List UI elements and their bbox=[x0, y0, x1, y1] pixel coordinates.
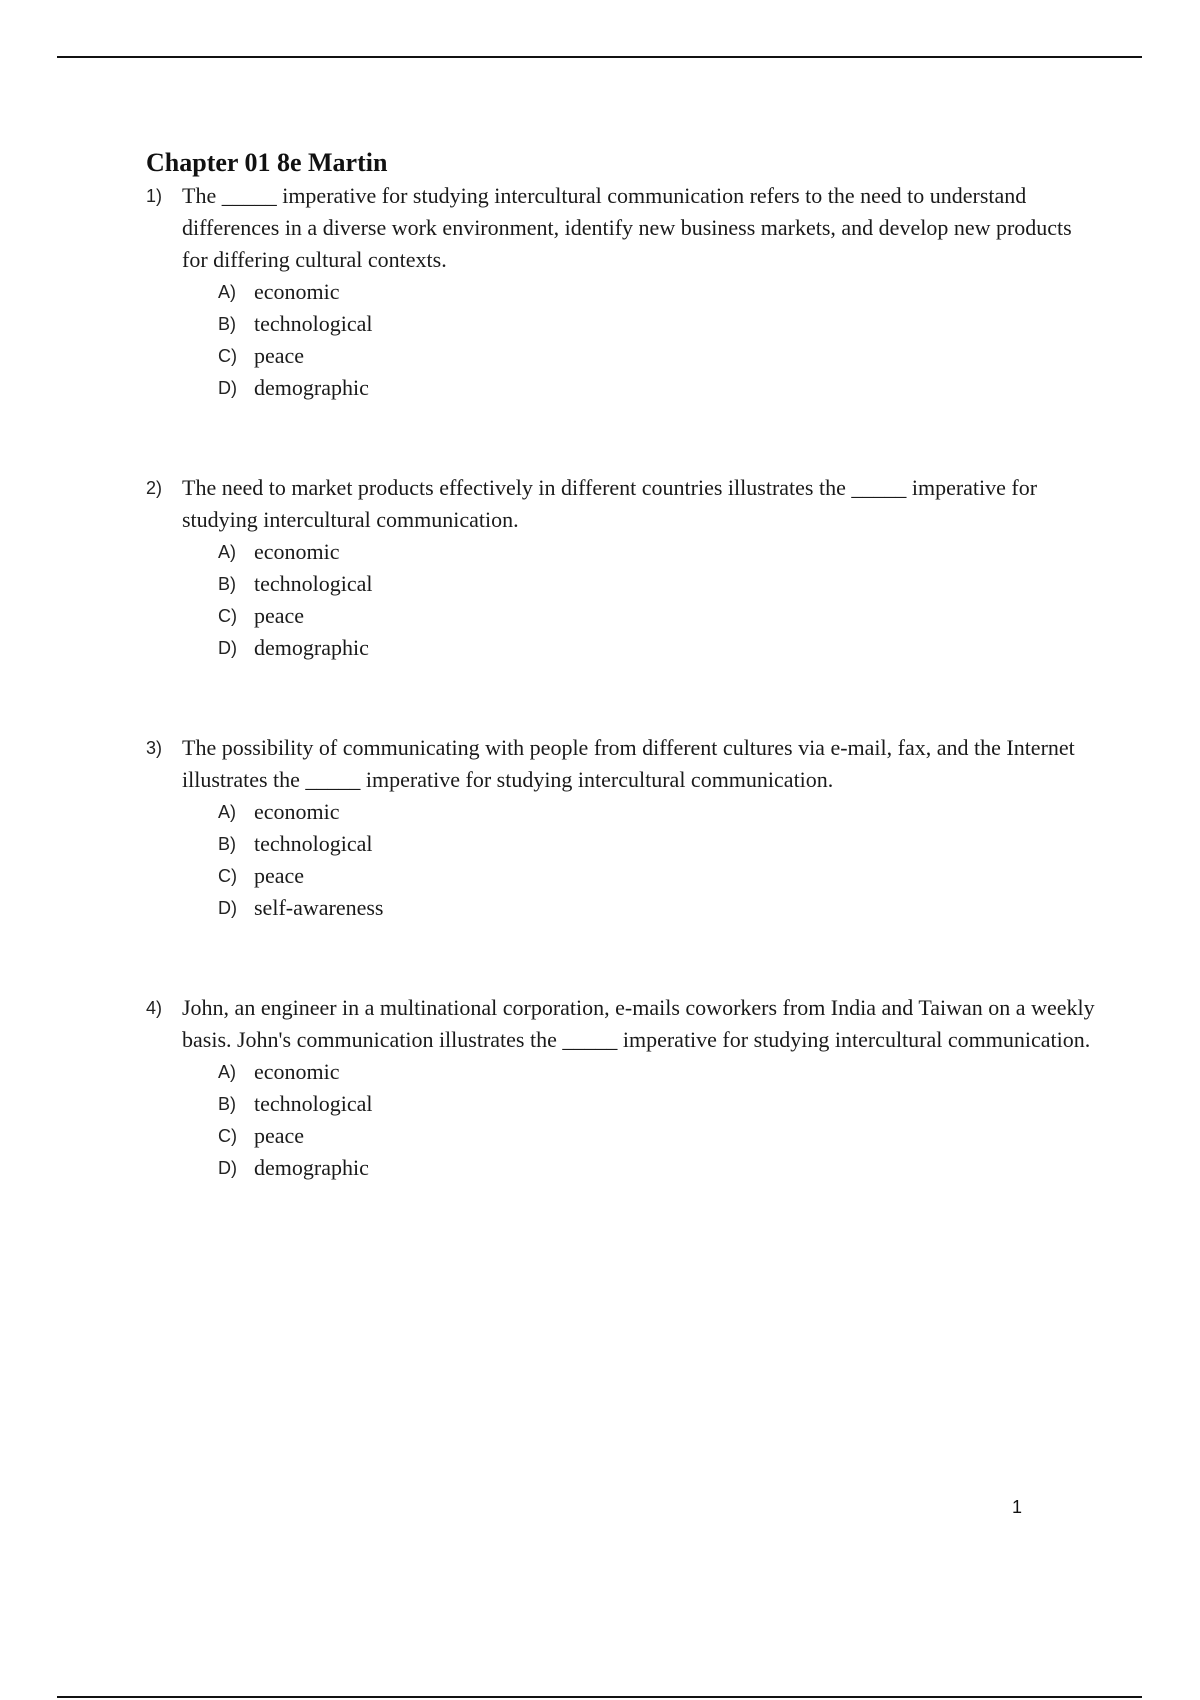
answer-option-a bbox=[218, 796, 1096, 828]
option-text: economic bbox=[254, 1059, 340, 1084]
option-letter: A) bbox=[218, 542, 236, 562]
question-number: 3) bbox=[146, 738, 163, 758]
answer-option-b bbox=[218, 1088, 1096, 1120]
option-letter: B) bbox=[218, 834, 236, 854]
answer-option-a bbox=[218, 536, 1096, 568]
question-stem bbox=[146, 472, 1096, 536]
question-text: The possibility of communicating with people from different cultures via e-mail, fax, and the Internet illustrates the _____ imperative for studying intercultural communication. bbox=[182, 735, 1075, 792]
option-text: technological bbox=[254, 831, 373, 856]
answer-option-c bbox=[218, 600, 1096, 632]
page-content bbox=[146, 146, 1096, 1184]
option-letter: D) bbox=[218, 898, 237, 918]
answer-options bbox=[146, 536, 1096, 664]
page-title: Chapter 01 8e Martin bbox=[146, 148, 388, 177]
answer-option-d bbox=[218, 372, 1096, 404]
option-letter: C) bbox=[218, 1126, 237, 1146]
option-text: peace bbox=[254, 1123, 305, 1148]
question-text: The _____ imperative for studying intercultural communication refers to the need to understand differences in a diverse work environment, identify new business markets, and develop new products for differing cultural contexts. bbox=[182, 183, 1072, 272]
question-number: 2) bbox=[146, 478, 163, 498]
option-text: self-awareness bbox=[254, 895, 384, 920]
option-letter: B) bbox=[218, 574, 236, 594]
answer-options bbox=[146, 796, 1096, 924]
option-text: demographic bbox=[254, 635, 369, 660]
option-text: economic bbox=[254, 539, 340, 564]
option-letter: C) bbox=[218, 606, 237, 626]
question-4 bbox=[146, 992, 1096, 1184]
answer-option-a bbox=[218, 276, 1096, 308]
option-text: economic bbox=[254, 799, 340, 824]
answer-option-c bbox=[218, 340, 1096, 372]
option-text: technological bbox=[254, 311, 373, 336]
question-stem bbox=[146, 992, 1096, 1056]
option-letter: B) bbox=[218, 314, 236, 334]
top-rule bbox=[57, 56, 1142, 58]
answer-option-c bbox=[218, 1120, 1096, 1152]
question-text: The need to market products effectively in different countries illustrates the _____ imperative for studying intercultural communication. bbox=[182, 475, 1038, 532]
option-text: technological bbox=[254, 571, 373, 596]
question-number: 1) bbox=[146, 186, 163, 206]
option-text: demographic bbox=[254, 375, 369, 400]
answer-option-d bbox=[218, 892, 1096, 924]
question-stem bbox=[146, 732, 1096, 796]
option-letter: C) bbox=[218, 346, 237, 366]
option-text: peace bbox=[254, 343, 305, 368]
question-stem bbox=[146, 180, 1096, 276]
option-letter: A) bbox=[218, 802, 236, 822]
option-text: demographic bbox=[254, 1155, 369, 1180]
question-1 bbox=[146, 180, 1096, 404]
answer-option-b bbox=[218, 308, 1096, 340]
answer-option-d bbox=[218, 1152, 1096, 1184]
question-3 bbox=[146, 732, 1096, 924]
option-letter: C) bbox=[218, 866, 237, 886]
option-letter: D) bbox=[218, 1158, 237, 1178]
option-letter: A) bbox=[218, 1062, 236, 1082]
question-2 bbox=[146, 472, 1096, 664]
answer-option-b bbox=[218, 828, 1096, 860]
option-letter: D) bbox=[218, 378, 237, 398]
option-letter: D) bbox=[218, 638, 237, 658]
answer-options bbox=[146, 276, 1096, 404]
option-text: peace bbox=[254, 863, 305, 888]
question-number: 4) bbox=[146, 998, 163, 1018]
answer-option-a bbox=[218, 1056, 1096, 1088]
option-letter: B) bbox=[218, 1094, 236, 1114]
bottom-rule bbox=[57, 1696, 1142, 1698]
answer-option-c bbox=[218, 860, 1096, 892]
question-text: John, an engineer in a multinational corporation, e-mails coworkers from India and Taiwan on a weekly basis. John's communication illustrates the _____ imperative for studying intercultural communication. bbox=[182, 995, 1095, 1052]
option-letter: A) bbox=[218, 282, 236, 302]
page-number: 1 bbox=[1012, 1497, 1023, 1517]
option-text: peace bbox=[254, 603, 305, 628]
answer-option-d bbox=[218, 632, 1096, 664]
option-text: technological bbox=[254, 1091, 373, 1116]
answer-options bbox=[146, 1056, 1096, 1184]
answer-option-b bbox=[218, 568, 1096, 600]
option-text: economic bbox=[254, 279, 340, 304]
